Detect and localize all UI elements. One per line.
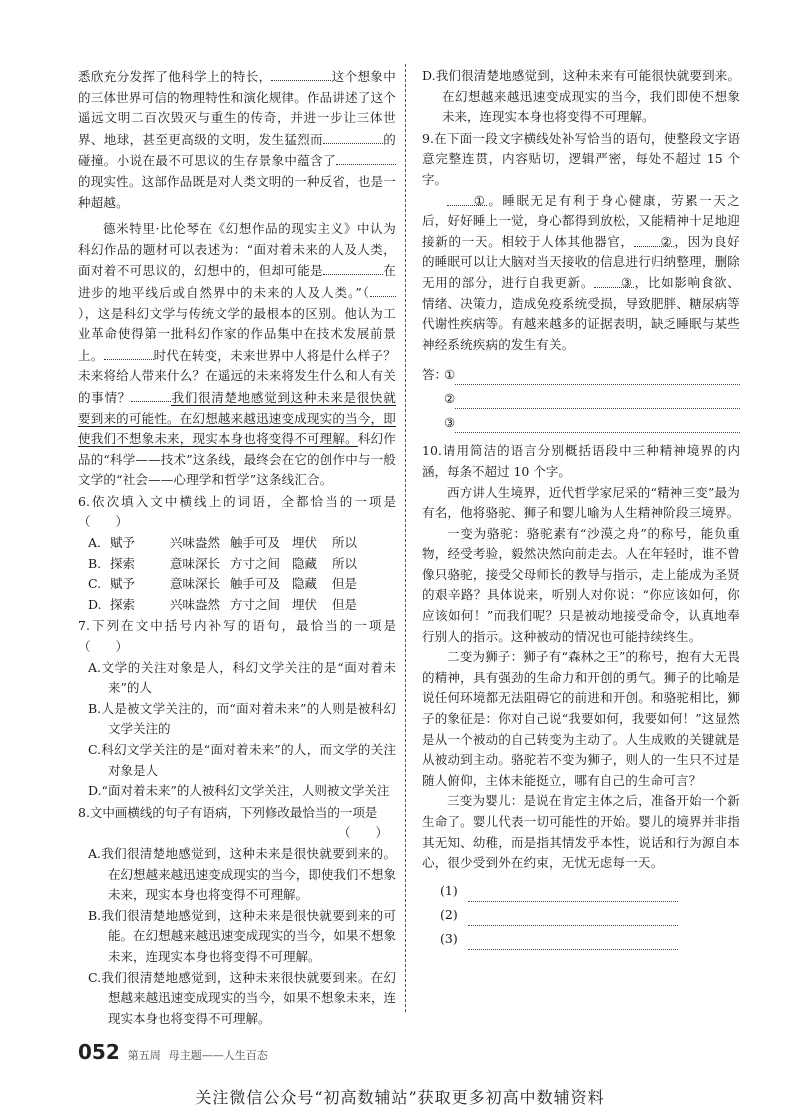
underlined-sentence: 我们很清楚地感觉到这种未来是很快就要到来的可能性。在幻想越来越迅速变成现实的当今，即使我们不想象未来，现实本身也将变得不可理解。 (78, 389, 396, 447)
question-9 (422, 129, 740, 434)
q6-stem: 6.依次填入文中横线上的词语，全都恰当的一项是（ ） (78, 493, 396, 530)
q9-answer-line-2[interactable]: ② (422, 385, 740, 409)
q6-option-b[interactable]: B. 探索 意味深长 方寸之间 隐藏 所以 (88, 555, 358, 571)
q8-option-a[interactable]: A.我们很清楚地感觉到，这种未来是很快就要到来的。在幻想越来越迅速变成现实的当今，即使我们不想象未来，现实本身也将变得不可理解。 (88, 845, 396, 903)
q8-option-d[interactable]: D.我们很清楚地感觉到，这种未来有可能很快就要到来。在幻想越来越迅速变成现实的当今，我们即使不想象未来，连现实本身也将变得不可理解。 (422, 68, 740, 125)
q10-lion: 二变为狮子：狮子有“森林之王”的称号，抱有大无畏的精神，具有强劲的生命力和开创的勇气。狮子的比喻是说任何环境都无法阻碍它的前进和开创。和骆驼相比，狮子的象征是：你对自己说“我要如何，我要如何！”这显然是从一个被动的自己转变为主动了。人生成败的关键就是从被动到主动。骆驼若不变为狮子，则人的一生只不过是随人俯仰，主体未能挺立，哪有自己的生命可言？ (422, 649, 740, 788)
q10-answer-line-2[interactable]: (2) (422, 902, 740, 926)
q7-option-c[interactable]: C.科幻文学关注的是“面对着未来”的人，而文学的关注对象是人 (88, 742, 396, 778)
blank-1[interactable] (271, 66, 331, 81)
question-10 (422, 441, 740, 949)
q9-answer-line-1[interactable]: 答： ① (422, 361, 740, 385)
promo-banner: 关注微信公众号“初高数辅站”获取更多初高中数辅资料 (195, 1088, 605, 1107)
q9-answer-area (422, 361, 740, 433)
q6-option-a[interactable]: A. 赋予 兴味盎然 触手可及 埋伏 所以 (88, 535, 358, 551)
passage-paragraph-1: 悉欣充分发挥了他科学上的特长， 这个想象中的三体世界可信的物理特性和演化规律。作品讲述了这个遥远文明二百次毁灭与重生的传奇，并进一步让三体世界、地球，甚至更高级的文明，发生猛烈而 的碰撞。小说在最不可思议的生存景象中蕴含了的现实性。这部作品既是对人类文明的一种反省，也是一种超越。 (78, 66, 396, 213)
blank-4[interactable] (323, 260, 383, 275)
q7-option-b[interactable]: B.人是被文学关注的，而“面对着未来”的人则是被科幻文学关注的 (88, 700, 396, 737)
q10-answer-line-3[interactable]: (3) (422, 926, 740, 950)
q10-camel: 一变为骆驼：骆驼素有“沙漠之舟”的称号，能负重物，经受考验，毅然决然向前走去。人在年轻时，谁不曾像只骆驼，接受父母师长的教导与指示，走上能成为圣贤的艰辛路？具体说来，听别人对你说：“你应该如何，你应该如何！”而我们呢？只是被动地接受命令，认真地奉行别人的指示。这种被动的情况也可能持续终生。 (422, 525, 740, 644)
q9-blank-1[interactable]: ① (447, 191, 487, 206)
passage-paragraph-2: 德米特里·比伦琴在《幻想作品的现实主义》中认为科幻作品的题材可以表述为：“面对着未来的人及人类，面对着不可思议的，幻想中的，但却可能是 在进步的地平线后或自然界中的未来的人及人类。”（），这是科幻文学与传统文学的最根本的区别。他认为工业革命使得第一批科幻作家的作品集中在技术发展前景上。 时代在转变，未来世界中人将是什么样子？未来将给人带来什么？在遥远的未来将发生什么和人有关的事情？ 我们很清楚地感觉到这种未来是很快就要到来的可能性。在幻想越来越迅速变成现实的当今，即使我们不想象未来，现实本身也将变得不可理解。科幻作品的“科学——技术”这条线，最终会在它的创作中与一般文学的“社会——心理学和哲学”这条线汇合。 (78, 221, 397, 488)
q10-intro: 西方讲人生境界，近代哲学家尼采的“精神三变”最为有名，他将骆驼、狮子和婴儿喻为人生精神阶段三境界。 (422, 484, 740, 521)
q9-answer-line-3[interactable]: ③ (422, 409, 740, 433)
week-label: 第五周 (127, 1049, 161, 1062)
q10-answer-area (422, 878, 740, 950)
q8-option-c[interactable]: C.我们很清楚地感觉到，这种未来很快就要到来。在幻想越来越迅速变成现实的当今，如果不想象未来，连现实本身也将变得不可理解。 (88, 969, 396, 1026)
q10-answer-line-1[interactable]: (1) (422, 878, 740, 902)
blank-3[interactable] (336, 150, 396, 165)
page-footer (78, 1040, 268, 1064)
q7-stem: 7.下列在文中括号内补写的语句，最恰当的一项是（ ） (78, 618, 396, 655)
column-divider (405, 64, 406, 1012)
q6-option-d[interactable]: D. 探索 兴味盎然 方寸之间 埋伏 但是 (88, 596, 358, 612)
q8-stem: 8.文中画横线的句子有语病，下列修改最恰当的一项是 (78, 804, 378, 820)
q9-blank-2[interactable]: ② (634, 232, 674, 247)
blank-2[interactable] (323, 129, 383, 144)
question-8 (78, 803, 396, 1030)
blank-6[interactable] (131, 387, 171, 402)
question-7 (78, 616, 396, 801)
question-6 (78, 492, 396, 616)
q9-blank-3[interactable]: ③ (594, 273, 634, 288)
blank-5[interactable] (104, 345, 154, 360)
right-column (422, 66, 740, 950)
q10-stem: 10.请用简洁的语言分别概括语段中三种精神境界的内涵，每条不超过 10 个字。 (422, 443, 740, 479)
q6-option-c[interactable]: C. 赋予 意味深长 触手可及 隐藏 但是 (88, 576, 358, 592)
theme-label: 母主题——人生百态 (168, 1049, 268, 1062)
left-column (78, 66, 396, 1029)
q10-infant: 三变为婴儿：是说在肯定主体之后，准备开始一个新生命了。婴儿代表一切可能性的开始。婴儿的境界并非指其无知、幼稚，而是指其情发乎本性，说话和行为源自本心，很少受到外在约束，无忧无虑每一天。 (422, 793, 740, 871)
q8-answer-paren[interactable]: （ ） (337, 825, 388, 841)
page-number: 052 (78, 1040, 120, 1064)
q9-stem: 9.在下面一段文字横线处补写恰当的语句，使整段文字语意完整连贯，内容贴切，逻辑严密，每处不超过 15 个字。 (422, 130, 740, 187)
paren-blank[interactable] (370, 282, 396, 297)
q9-passage: ① 。睡眠无足有利于身心健康，劳累一天之后，好好睡上一觉，身心都得到放松，又能精神十足地迎接新的一天。相较于人体其他器官， ② ，因为良好的睡眠可以让大脑对当天接收的信息进行归纳整理，删除无用的部分，进行自我更新。 ③ ，比如影响食欲、情绪、决策力，造成免疫系统受损，导致肥胖、糖尿病等代谢性疾病等。有越来越多的证据表明，缺乏睡眠与某些神经系统疾病的发生有关。 (422, 192, 740, 352)
q7-option-d[interactable]: D.“面对着未来”的人被科幻文学关注，人则被文学关注 (88, 783, 390, 799)
q8-option-b[interactable]: B.我们很清楚地感觉到，这种未来是很快就要到来的可能。在幻想越来越迅速变成现实的当今，如果不想象未来，连现实本身也将变得不可理解。 (88, 907, 396, 964)
q7-option-a[interactable]: A.文学的关注对象是人，科幻文学关注的是“面对着未来”的人 (88, 659, 396, 696)
